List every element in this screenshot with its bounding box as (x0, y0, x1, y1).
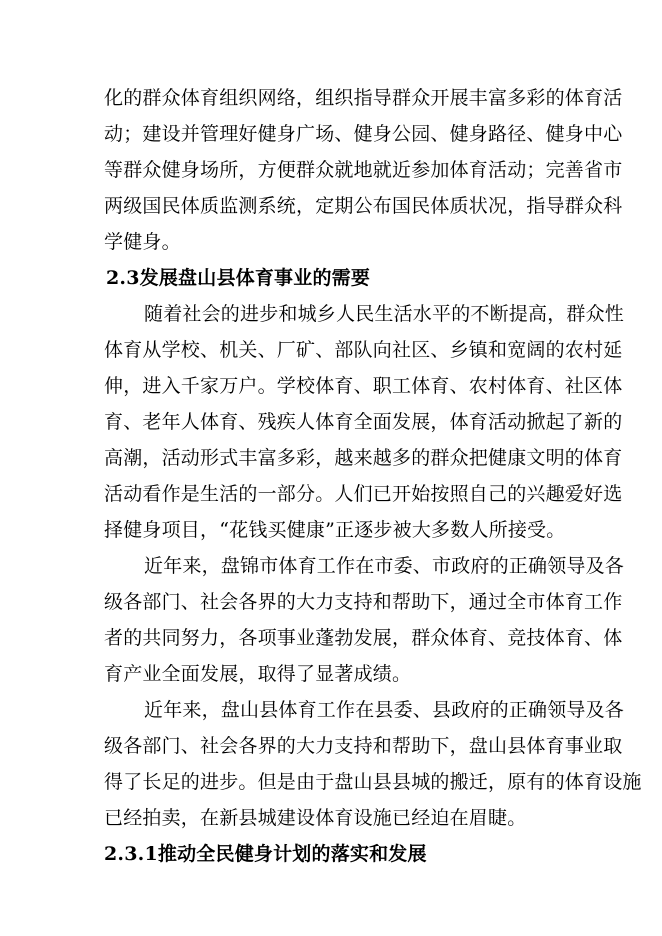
paragraph-line: 高潮，活动形式丰富多彩，越来越多的群众把健康文明的体育 (104, 447, 623, 469)
section-heading: 2.3发展盘山县体育事业的需要 (106, 267, 371, 289)
paragraph-line: 育、老年人体育、残疾人体育全面发展，体育活动掀起了新的 (104, 411, 623, 433)
paragraph-line: 级各部门、社会各界的大力支持和帮助下，通过全市体育工作 (104, 591, 623, 613)
paragraph-line: 化的群众体育组织网络，组织指导群众开展丰富多彩的体育活 (104, 87, 623, 109)
paragraph-line: 已经拍卖，在新县城建设体育设施已经迫在眉睫。 (104, 807, 527, 829)
paragraph-line: 者的共同努力，各项事业蓬勃发展，群众体育、竞技体育、体 (104, 627, 623, 649)
paragraph-line: 活动看作是生活的一部分。人们已开始按照自己的兴趣爱好选 (104, 483, 623, 505)
paragraph-line: 近年来，盘山县体育工作在县委、县政府的正确领导及各 (144, 699, 625, 721)
paragraph-line: 得了长足的进步。但是由于盘山县县城的搬迁，原有的体育设施 (104, 771, 642, 793)
paragraph-line: 级各部门、社会各界的大力支持和帮助下，盘山县体育事业取 (104, 735, 623, 757)
paragraph-line: 等群众健身场所，方便群众就地就近参加体育活动；完善省市 (104, 159, 623, 181)
paragraph-line: 择健身项目，“花钱买健康”正逐步被大多数人所接受。 (104, 519, 566, 541)
paragraph-line: 随着社会的进步和城乡人民生活水平的不断提高，群众性 (144, 303, 625, 325)
paragraph-line: 动；建设并管理好健身广场、健身公园、健身路径、健身中心 (104, 123, 623, 145)
paragraph-line: 体育从学校、机关、厂矿、部队向社区、乡镇和宽阔的农村延 (104, 339, 623, 361)
paragraph-line: 学健身。 (104, 231, 181, 253)
paragraph-line: 伸，进入千家万户。学校体育、职工体育、农村体育、社区体 (104, 375, 623, 397)
paragraph-line: 近年来，盘锦市体育工作在市委、市政府的正确领导及各 (144, 555, 625, 577)
paragraph-line: 两级国民体质监测系统，定期公布国民体质状况，指导群众科 (104, 195, 623, 217)
subsection-heading: 2.3.1推动全民健身计划的落实和发展 (104, 843, 427, 865)
paragraph-line: 育产业全面发展，取得了显著成绩。 (104, 663, 412, 685)
